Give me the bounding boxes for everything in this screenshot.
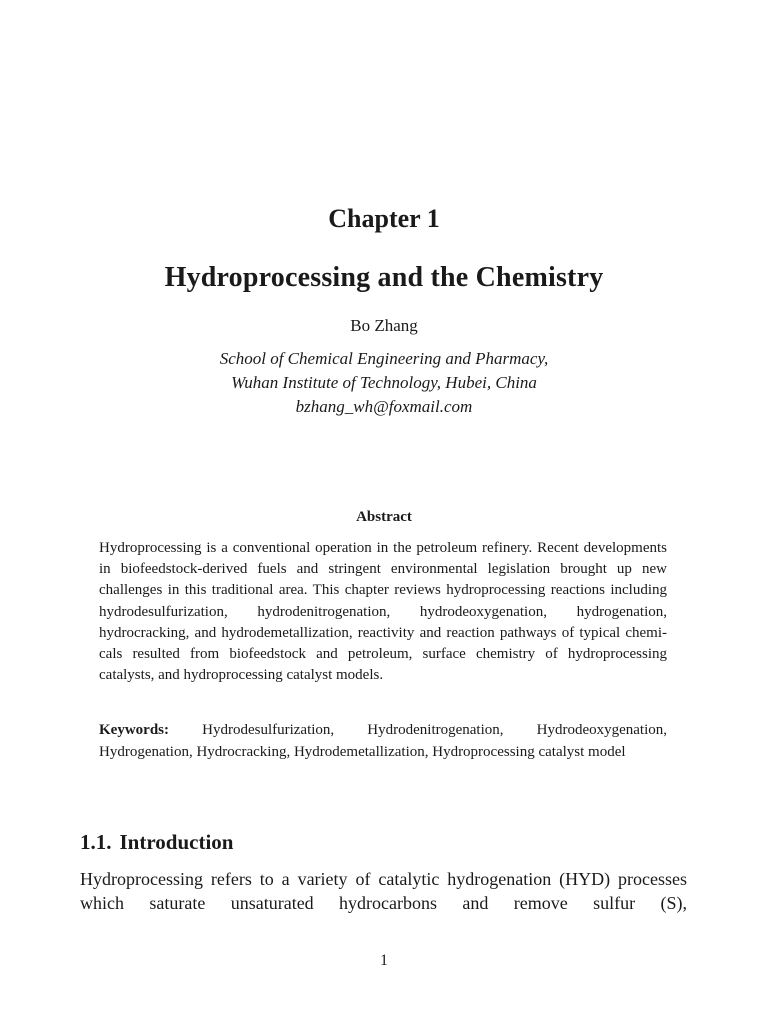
keywords-paragraph	[99, 720, 667, 763]
page-number: 1	[380, 952, 388, 969]
affiliation-line-2: Wuhan Institute of Technology, Hubei, China	[231, 373, 537, 392]
affiliation-line-1: School of Chemical Engineering and Pharmacy,	[219, 349, 549, 368]
author-email: bzhang_wh@foxmail.com	[295, 397, 473, 416]
keywords-label: Keywords:	[99, 722, 169, 738]
chapter-title: Hydroprocessing and the Chemistry	[164, 262, 604, 293]
introduction-text: Hydroprocessing refers to a variety of catalytic hydrogenation (HYD) processes which saturate unsaturated hydrocarbons and remove sulfur (S),	[80, 869, 687, 913]
abstract-text: Hydroprocessing is a conventional operation in the petroleum refinery. Recent developments in biofeedstock-derived fuels and stringent environmental legislation brought up new challenges in this traditional area. This chapter reviews hydroprocessing reactions including hydrodesulfurization, hydrodenitrogenation, hydrodeoxygenation, hydrogenation, hydrocracking, and hydrodemetallization, reactivity and reaction pathways of typical chemicals resulted from biofeedstock and petroleum, surface chemistry of hydroprocessing catalysts, and hydroprocessing catalyst models.	[99, 540, 667, 684]
section-heading	[80, 829, 688, 855]
keywords-text: Hydrodesulfurization, Hydrodenitrogenation, Hydrodeoxygenation, Hydrogenation, Hydrocracking, Hydrodemetallization, Hydroprocessing catalyst model	[99, 722, 668, 760]
author-name: Bo Zhang	[350, 316, 418, 335]
chapter-label: Chapter 1	[328, 204, 440, 233]
section-title: Introduction	[119, 830, 234, 854]
abstract-heading: Abstract	[356, 509, 412, 525]
section-number: 1.1.	[80, 830, 112, 854]
